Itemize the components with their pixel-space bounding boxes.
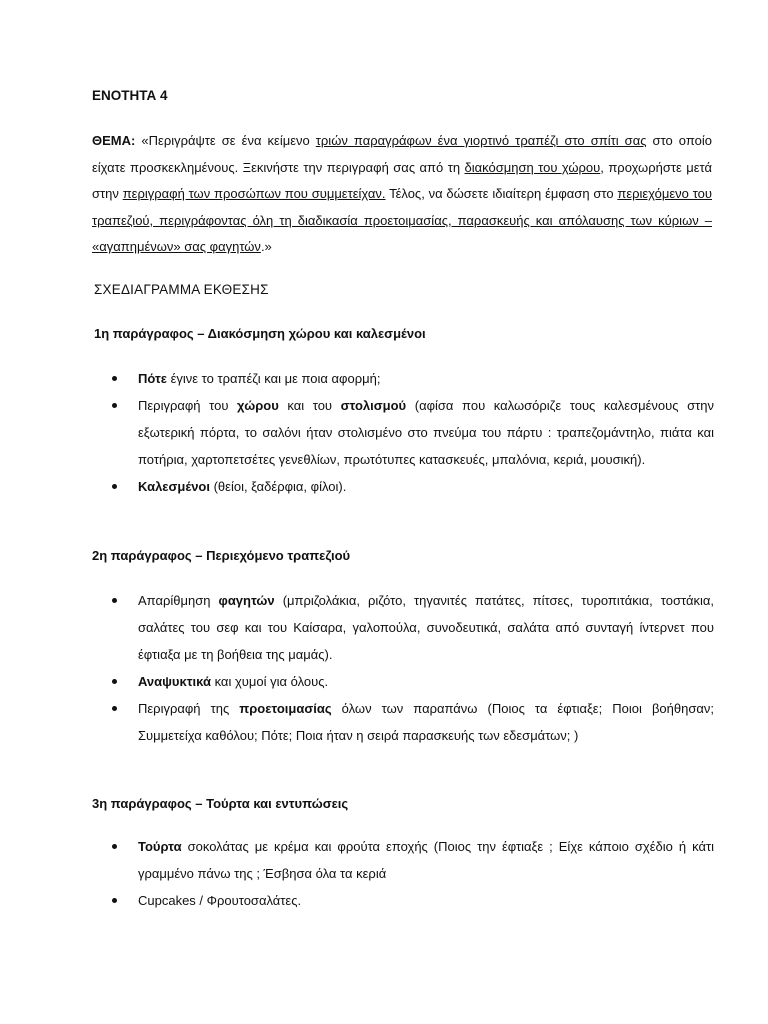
- paragraph-3-bullets: [94, 833, 714, 914]
- bullet-text: έγινε το τραπέζι και με ποια αφορμή;: [166, 371, 381, 386]
- unit-title: ΕΝΟΤΗΤΑ 4: [92, 88, 168, 103]
- list-item: [94, 887, 714, 914]
- list-item: [94, 668, 714, 695]
- paragraph-2-heading: 2η παράγραφος – Περιεχόμενο τραπεζιού: [92, 548, 351, 563]
- bullet-text: και χυμοί για όλους.: [210, 674, 329, 689]
- bullet-bold-text: Καλεσμένοι: [138, 479, 210, 494]
- topic-underlined-text: περιεχόμενο του τραπεζιού, περιγράφοντας όλη τη διαδικασία προετοιμασίας, παρασκευής και απόλαυσης των κύριων – «αγαπημένων» σας φαγητών: [92, 186, 712, 254]
- topic-text: Τέλος, να δώσετε ιδιαίτερη έμφαση στο: [385, 186, 618, 201]
- bullet-icon: [112, 706, 117, 711]
- bullet-text: Cupcakes / Φρουτοσαλάτες.: [138, 893, 302, 908]
- bullet-icon: [112, 598, 117, 603]
- list-item: [94, 587, 714, 668]
- bullet-bold-text: Πότε: [138, 371, 167, 386]
- bullet-text: (αφίσα που καλωσόριζε τους καλεσμένους στην εξωτερική πόρτα, το σαλόνι ήταν στολισμένο στο πνεύμα του πάρτυ : τραπεζομάντηλο, πιάτα και ποτήρια, χαρτοπετσέτες γενεθλίων, πρωτότυπες κατασκευές, μπαλόνια, κεριά, μουσική).: [138, 398, 714, 467]
- bullet-text: (θείοι, ξαδέρφια, φίλοι).: [209, 479, 347, 494]
- bullet-bold-text: Αναψυκτικά: [138, 674, 211, 689]
- list-item: [94, 392, 714, 473]
- bullet-icon: [112, 844, 117, 849]
- topic-label: ΘΕΜΑ:: [92, 133, 136, 148]
- bullet-text: Περιγραφή της: [138, 701, 240, 716]
- topic-paragraph: [92, 128, 712, 261]
- outline-title: ΣΧΕΔΙΑΓΡΑΜΜΑ ΕΚΘΕΣΗΣ: [94, 282, 269, 297]
- topic-text: «Περιγράψτε σε ένα κείμενο: [135, 133, 316, 148]
- bullet-text: και του: [278, 398, 341, 413]
- bullet-bold-text: προετοιμασίας: [239, 701, 332, 716]
- bullet-icon: [112, 679, 117, 684]
- list-item: [94, 473, 714, 500]
- bullet-bold-text: Τούρτα: [138, 839, 182, 854]
- bullet-bold-text: χώρου: [237, 398, 279, 413]
- paragraph-3-heading: 3η παράγραφος – Τούρτα και εντυπώσεις: [92, 796, 349, 811]
- bullet-bold-text: φαγητών: [218, 593, 275, 608]
- paragraph-1-bullets: [94, 365, 714, 500]
- topic-text: .»: [260, 239, 272, 254]
- bullet-icon: [112, 898, 117, 903]
- bullet-text: σοκολάτας με κρέμα και φρούτα εποχής (Ποιος την έφτιαξε ; Είχε κάποιο σχέδιο ή κάτι γραμμένο πάνω της ; Έσβησα όλα τα κεριά: [138, 839, 714, 881]
- bullet-text: (μπριζολάκια, ριζότο, τηγανιτές πατάτες, πίτσες, τυροπιτάκια, τοστάκια, σαλάτες του σεφ και του Καίσαρα, γαλοπούλα, συνοδευτικά, σαλάτα από συνταγή ίντερνετ που έφτιαξα με τη βοήθεια της μαμάς).: [138, 593, 714, 662]
- topic-underlined-text: διακόσμηση του χώρου: [464, 159, 601, 175]
- topic-underlined-text: περιγραφή των προσώπων που συμμετείχαν.: [122, 186, 386, 201]
- bullet-icon: [112, 484, 117, 489]
- topic-text: , προχωρήστε μετά στην: [92, 159, 712, 201]
- list-item: [94, 833, 714, 887]
- bullet-icon: [112, 376, 117, 381]
- paragraph-2-bullets: [94, 587, 714, 749]
- bullet-bold-text: στολισμού: [340, 398, 407, 413]
- list-item: [94, 695, 714, 749]
- paragraph-1-heading: 1η παράγραφος – Διακόσμηση χώρου και καλεσμένοι: [94, 326, 426, 341]
- bullet-text: Περιγραφή του: [138, 398, 238, 413]
- bullet-text: Απαρίθμηση: [138, 593, 219, 608]
- topic-text: στο οποίο είχατε προσκεκλημένους. Ξεκινήστε την περιγραφή σας από τη: [92, 133, 712, 175]
- topic-underlined-text: τριών παραγράφων ένα γιορτινό τραπέζι στο σπίτι σας: [315, 133, 647, 148]
- list-item: [94, 365, 714, 392]
- bullet-text: όλων των παραπάνω (Ποιος τα έφτιαξε; Ποιοι βοήθησαν; Συμμετείχα καθόλου; Πότε; Ποια ήταν η σειρά παρασκευής των εδεσμάτων; ): [138, 701, 714, 743]
- bullet-icon: [112, 403, 117, 408]
